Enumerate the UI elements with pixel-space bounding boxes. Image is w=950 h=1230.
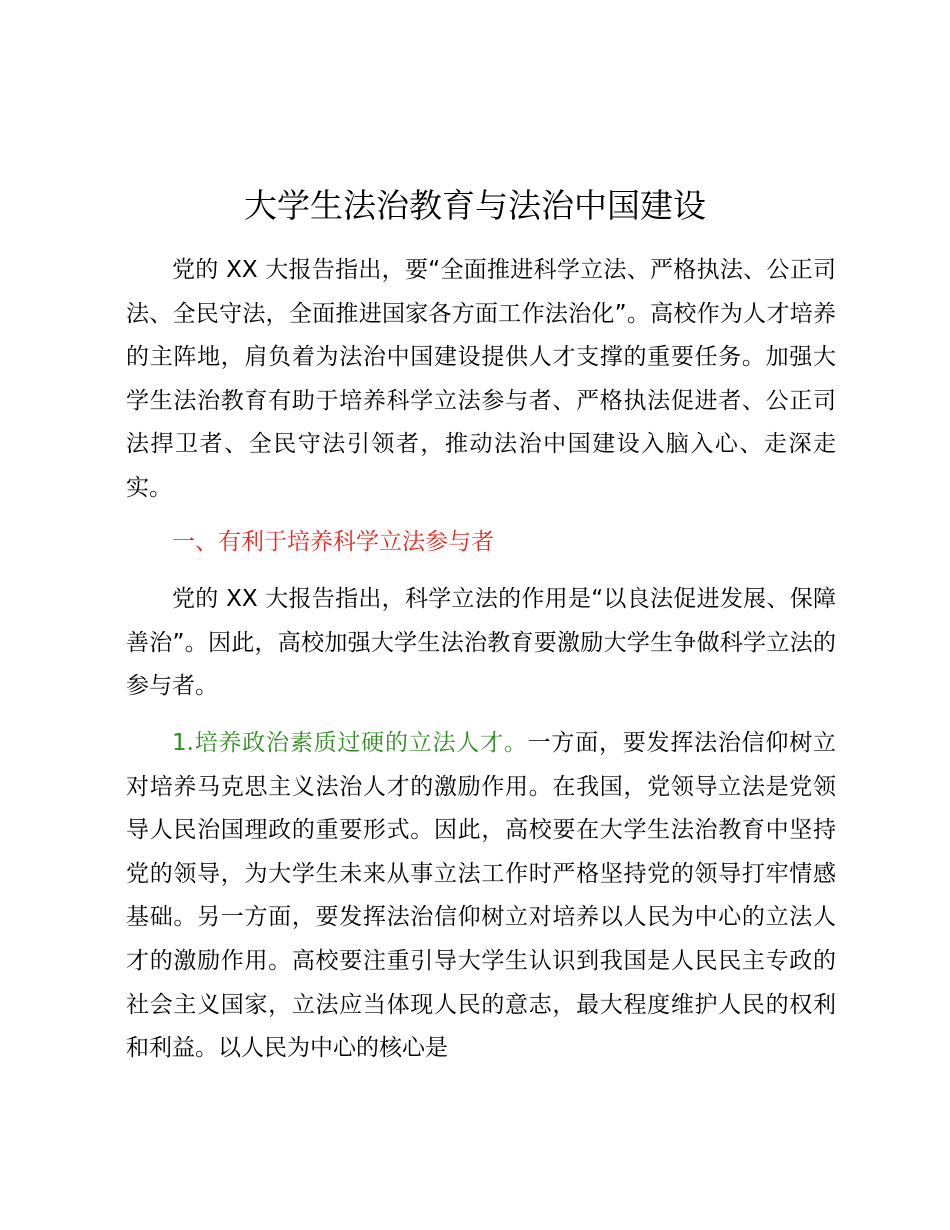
section-1-paragraph: 党的 XX 大报告指出，科学立法的作用是“以良法促进发展、保障善治”。因此，高校加强大学生法治教育要激励大学生争做科学立法的参与者。	[126, 586, 836, 700]
document-title: 大学生法治教育与法治中国建设	[244, 186, 706, 225]
item-1-body: 一方面，要发挥法治信仰树立对培养马克思主义法治人才的激励作用。在我国，党领导立法是党领导人民治国理政的重要形式。因此，高校要在大学生法治教育中坚持党的领导，为大学生未来从事立法工作时严格坚持党的领导打牢情感基础。另一方面，要发挥法治信仰树立对培养以人民为中心的立法人才的激励作用。高校要注重引导大学生认识到我国是人民民主专政的社会主义国家，立法应当体现人民的意志，最大程度维护人民的权利和利益。以人民为中心的核心是	[126, 730, 836, 1062]
item-1-paragraph	[126, 722, 836, 1071]
intro-paragraph: 党的 XX 大报告指出，要“全面推进科学立法、严格执法、公正司法、全民守法，全面推进国家各方面工作法治化”。高校作为人才培养的主阵地，肩负着为法治中国建设提供人才支撑的重要任务。加强大学生法治教育有助于培养科学立法参与者、严格执法促进者、公正司法捍卫者、全民守法引领者，推动法治中国建设入脑入心、走深走实。	[126, 257, 836, 501]
item-1-heading: 1.培养政治素质过硬的立法人才。	[172, 730, 528, 756]
section-heading-1: 一、有利于培养科学立法参与者	[172, 529, 494, 555]
